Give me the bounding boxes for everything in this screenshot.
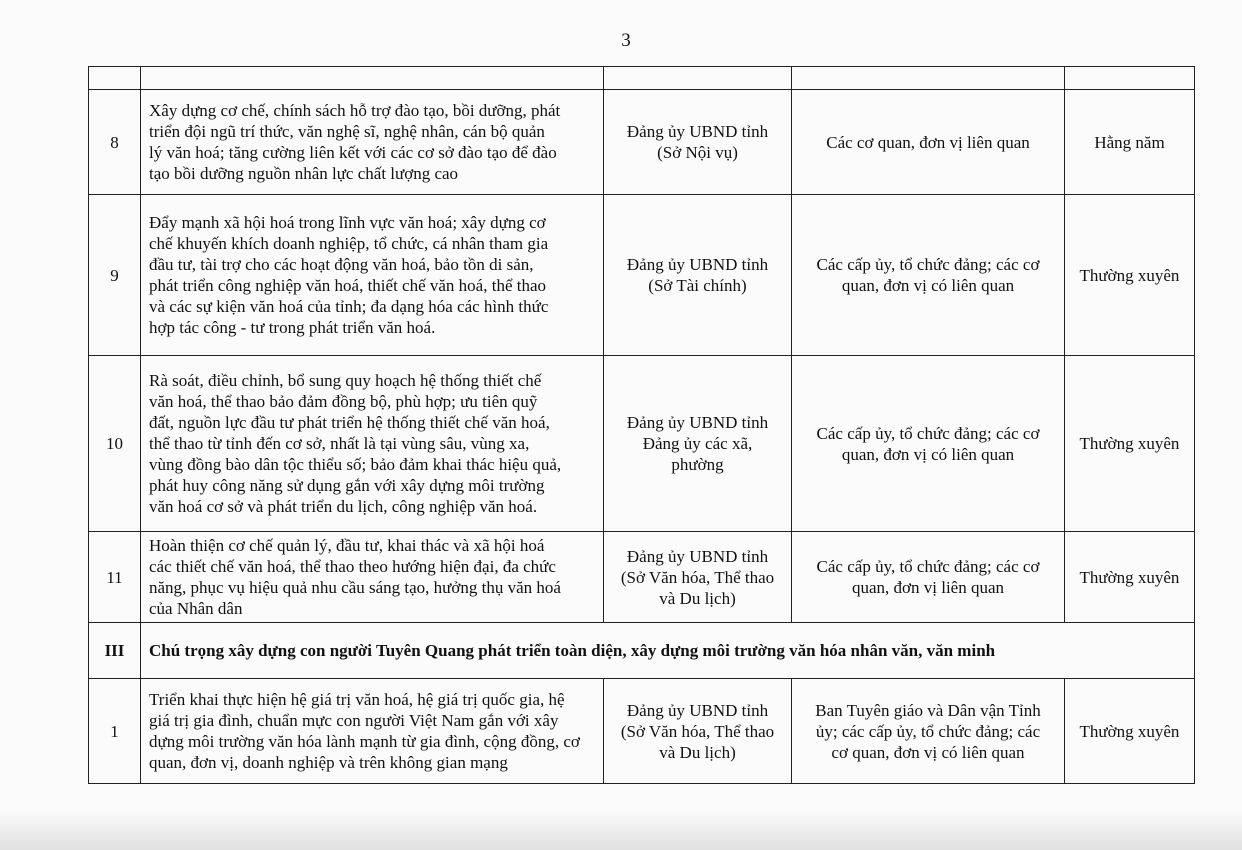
table-row-9 [89, 195, 1195, 356]
content-line: Rà soát, điều chỉnh, bổ sung quy hoạch hệ thống thiết chế [149, 371, 542, 390]
content-line: Triển khai thực hiện hệ giá trị văn hoá, hệ giá trị quốc gia, hệ [149, 690, 565, 709]
content-line: phát triển công nghiệp văn hoá, thiết chế văn hoá, thể thao [149, 276, 547, 295]
table-row-11 [89, 532, 1195, 623]
task-content [141, 195, 604, 356]
table-row-iii-1 [89, 679, 1195, 784]
lead-agency [604, 532, 792, 623]
lead-line: Đảng ủy các xã, [642, 434, 753, 453]
content-line: thể thao từ tỉnh đến cơ sở, nhất là tại vùng sâu, vùng xa, [149, 434, 530, 453]
lead-agency [604, 679, 792, 784]
timeframe: Thường xuyên [1065, 356, 1195, 532]
task-content [141, 90, 604, 195]
blank-cell [792, 67, 1065, 90]
content-line: đất, nguồn lực đầu tư phát triển hệ thống thiết chế văn hoá, [149, 413, 550, 432]
content-line: chế khuyến khích doanh nghiệp, tổ chức, cá nhân tham gia [149, 234, 549, 253]
timeframe: Hằng năm [1065, 90, 1195, 195]
lead-agency [604, 90, 792, 195]
task-table [88, 66, 1195, 784]
coop-line: Các cấp ủy, tổ chức đảng; các cơ [816, 255, 1040, 274]
coop-line: Các cơ quan, đơn vị liên quan [826, 132, 1030, 152]
content-line: hợp tác công - tư trong phát triển văn hoá. [149, 318, 436, 337]
section-number: III [89, 623, 141, 679]
content-line: tạo bồi dưỡng nguồn nhân lực chất lượng cao [149, 164, 459, 183]
content-line: văn hoá cơ sở và phát triển du lịch, công nghiệp văn hoá. [149, 497, 538, 516]
content-line: năng, phục vụ hiệu quả nhu cầu sáng tạo, hưởng thụ văn hoá [149, 578, 561, 597]
coordinating-agency [792, 356, 1065, 532]
content-line: và các sự kiện văn hoá của tỉnh; đa dạng hóa các hình thức [149, 297, 549, 316]
row-number: 11 [89, 532, 141, 623]
timeframe: Thường xuyên [1065, 679, 1195, 784]
row-number: 1 [89, 679, 141, 784]
coop-line: ủy; các cấp ủy, tổ chức đảng; các [815, 721, 1041, 741]
page-number: 3 [621, 30, 631, 51]
table-header-row-blank [89, 67, 1195, 90]
lead-line: (Sở Nội vụ) [657, 143, 738, 162]
table-row-8 [89, 90, 1195, 195]
timeframe: Thường xuyên [1065, 532, 1195, 623]
coordinating-agency [792, 195, 1065, 356]
lead-line: Đảng ủy UBND tỉnh [626, 122, 769, 141]
blank-cell [141, 67, 604, 90]
content-line: Đẩy mạnh xã hội hoá trong lĩnh vực văn hoá; xây dựng cơ [149, 213, 546, 232]
lead-line: (Sở Tài chính) [648, 276, 747, 295]
lead-line: Đảng ủy UBND tỉnh [626, 546, 769, 566]
lead-line: Đảng ủy UBND tỉnh [626, 413, 769, 432]
coop-line: Các cấp ủy, tổ chức đảng; các cơ [816, 423, 1040, 443]
section-title: Chú trọng xây dựng con người Tuyên Quang phát triển toàn diện, xây dựng môi trường văn hóa nhân văn, văn minh [141, 623, 1195, 679]
lead-line: Đảng ủy UBND tỉnh [626, 700, 769, 720]
lead-line: (Sở Văn hóa, Thể thao [620, 567, 775, 587]
content-line: giá trị gia đình, chuẩn mực con người Việt Nam gắn với xây [149, 711, 559, 730]
task-content [141, 679, 604, 784]
coop-line: quan, đơn vị có liên quan [841, 276, 1015, 295]
timeframe: Thường xuyên [1065, 195, 1195, 356]
content-line: của Nhân dân [149, 599, 243, 618]
coordinating-agency [792, 90, 1065, 195]
coop-line: Ban Tuyên giáo và Dân vận Tỉnh [815, 700, 1041, 720]
content-line: dựng môi trường văn hóa lành mạnh từ gia đình, cộng đồng, cơ [149, 732, 580, 751]
content-line: đầu tư, tài trợ cho các hoạt động văn hoá, bảo tồn di sản, [149, 255, 534, 274]
lead-line: (Sở Văn hóa, Thể thao [620, 721, 775, 741]
content-line: quan, đơn vị, doanh nghiệp và trên không gian mạng [149, 753, 508, 772]
content-line: lý văn hoá; tăng cường liên kết với các cơ sở đào tạo để đào [149, 143, 557, 162]
coop-line: cơ quan, đơn vị có liên quan [831, 742, 1025, 762]
content-line: phát huy công năng sử dụng gắn với xây dựng môi trường [149, 476, 545, 495]
content-line: Hoàn thiện cơ chế quản lý, đầu tư, khai thác và xã hội hoá [149, 536, 545, 555]
content-line: các thiết chế văn hoá, thể thao theo hướng hiện đại, đa chức [149, 557, 556, 576]
lead-agency [604, 356, 792, 532]
content-line: vùng đồng bào dân tộc thiểu số; bảo đảm khai thác hiệu quả, [149, 455, 562, 474]
row-number: 10 [89, 356, 141, 532]
blank-cell [604, 67, 792, 90]
page-bottom-shadow [0, 810, 1242, 850]
coop-line: Các cấp ủy, tổ chức đảng; các cơ [816, 557, 1040, 576]
lead-line: và Du lịch) [659, 742, 736, 762]
content-line: triển đội ngũ trí thức, văn nghệ sĩ, nghệ nhân, cán bộ quản [149, 122, 545, 141]
lead-line: phường [671, 455, 724, 474]
lead-line: Đảng ủy UBND tỉnh [626, 255, 769, 274]
content-line: Xây dựng cơ chế, chính sách hỗ trợ đào tạo, bồi dưỡng, phát [149, 101, 561, 120]
coop-line: quan, đơn vị liên quan [851, 578, 1005, 597]
lead-line: và Du lịch) [659, 588, 736, 608]
task-content [141, 532, 604, 623]
row-number: 9 [89, 195, 141, 356]
blank-cell [1065, 67, 1195, 90]
lead-agency [604, 195, 792, 356]
row-number: 8 [89, 90, 141, 195]
blank-cell [89, 67, 141, 90]
coordinating-agency [792, 679, 1065, 784]
content-line: văn hoá, thể thao bảo đảm đồng bộ, phù hợp; ưu tiên quỹ [149, 392, 538, 411]
task-content [141, 356, 604, 532]
coordinating-agency [792, 532, 1065, 623]
coop-line: quan, đơn vị có liên quan [841, 444, 1015, 464]
section-row-iii [89, 623, 1195, 679]
table-row-10 [89, 356, 1195, 532]
